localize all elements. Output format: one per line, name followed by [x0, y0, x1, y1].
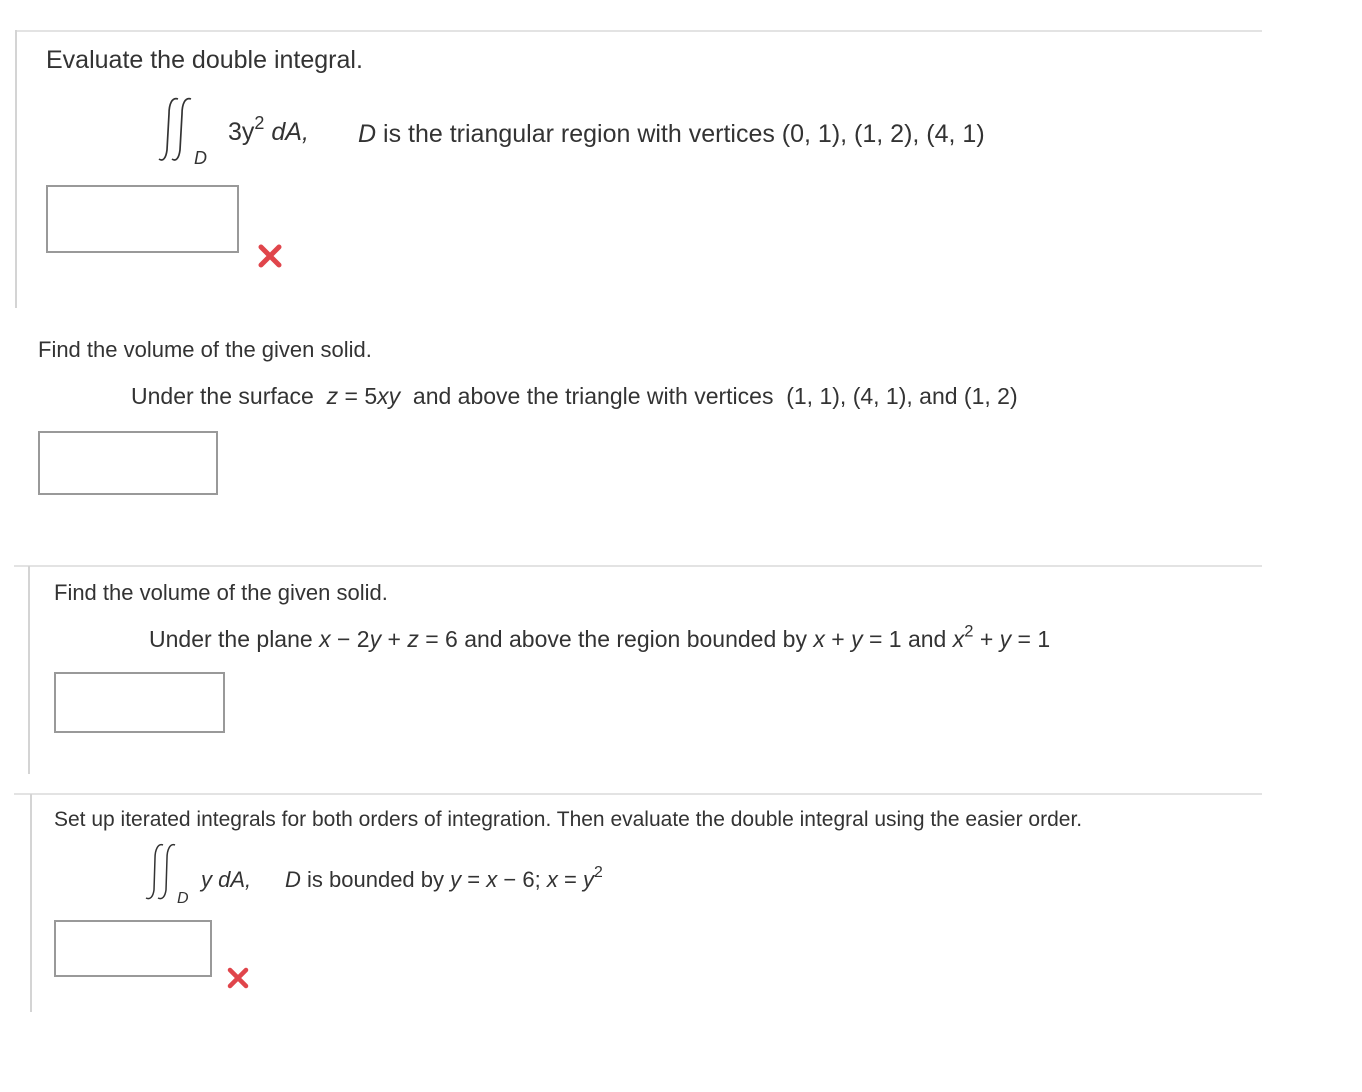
problem-3-answer-input[interactable] [54, 672, 225, 733]
plane-x: x [319, 626, 331, 652]
eq1-y: y [450, 867, 462, 892]
problem-4-answer-input[interactable] [54, 920, 212, 977]
problem-3-left-border [28, 566, 30, 774]
plane-minus: − [336, 626, 351, 652]
problem-1-answer-input[interactable] [46, 185, 239, 253]
region-variable: D [285, 867, 301, 892]
plane-intro: Under the plane [149, 626, 313, 652]
plane-rhs: = 6 [425, 626, 458, 652]
bound1-plus: + [831, 626, 845, 652]
surface-z: z [326, 383, 339, 409]
problem-3-description [149, 621, 1051, 653]
region-variable: D [358, 120, 377, 148]
eq1-const: 6; [522, 867, 541, 892]
integrand-base: 3y [228, 118, 255, 146]
eq2-eq: = [563, 867, 577, 892]
integrand-differential: dA, [271, 118, 309, 146]
double-integral-icon [144, 840, 198, 910]
plane-plus: + [387, 626, 401, 652]
integral-subscript: D [194, 148, 207, 168]
eq1-eq: = [467, 867, 481, 892]
problem-1-left-border [15, 30, 17, 308]
eq2-power: 2 [593, 864, 603, 882]
problem-4 [0, 790, 1362, 1020]
triangle-vertices: (1, 1), (4, 1), and (1, 2) [786, 383, 1018, 409]
integrand-differential: dA, [218, 867, 252, 892]
integrand-base: y [201, 867, 212, 892]
problem-2-answer-input[interactable] [38, 431, 218, 495]
problem-1-prompt: Evaluate the double integral. [46, 46, 363, 74]
region-intro: and above the region bounded by [464, 626, 807, 652]
eq2-y: y [582, 867, 594, 892]
surface-coef: 5 [364, 383, 378, 409]
problem-2 [0, 310, 1362, 560]
bound1-x: x [813, 626, 825, 652]
problem-2-prompt: Find the volume of the given solid. [38, 337, 372, 362]
problem-2-description [131, 383, 1018, 410]
bound1-rhs: = 1 [868, 626, 902, 652]
region-description: is the triangular region with vertices (0, 1), (1, 2), (4, 1) [383, 120, 985, 148]
problem-4-top-divider [14, 793, 1262, 795]
bound2-power: 2 [964, 621, 974, 641]
problem-3-prompt: Find the volume of the given solid. [54, 580, 388, 605]
bound1-y: y [851, 626, 863, 652]
bound2-rhs: = 1 [1017, 626, 1051, 652]
surface-intro: Under the surface [131, 383, 314, 409]
bound2-y: y [999, 626, 1012, 652]
eq1-minus: − [503, 867, 517, 892]
x-mark-icon [226, 966, 250, 990]
problem-4-prompt: Set up iterated integrals for both orders of integration. Then evaluate the double integral using the easier order. [54, 808, 1083, 831]
eq2-x: x [546, 867, 558, 892]
problem-3 [0, 560, 1362, 790]
x-mark-icon [257, 243, 283, 269]
problem-3-top-divider [14, 565, 1262, 567]
bound2-plus: + [979, 626, 994, 652]
problem-4-left-border [30, 794, 32, 1012]
plane-z: z [407, 626, 419, 652]
integral-subscript: D [177, 890, 189, 907]
surface-xy: xy [377, 383, 401, 409]
region-description: is bounded by [307, 867, 445, 892]
bound2-x: x [952, 626, 965, 652]
plane-coef: 2 [356, 626, 370, 652]
problem-1 [0, 0, 1362, 310]
problem-1-top-divider [16, 30, 1262, 32]
plane-y: y [369, 626, 382, 652]
problem-4-region [285, 864, 603, 893]
eq1-x: x [486, 867, 498, 892]
bounds-and: and [907, 626, 947, 652]
problem-4-integrand [201, 867, 251, 893]
surface-eq: = [344, 383, 358, 409]
triangle-text: and above the triangle with vertices [412, 383, 774, 409]
problem-1-region [358, 120, 985, 149]
problem-1-integrand [228, 112, 309, 147]
double-integral-icon [156, 92, 216, 174]
integrand-power: 2 [254, 112, 265, 133]
